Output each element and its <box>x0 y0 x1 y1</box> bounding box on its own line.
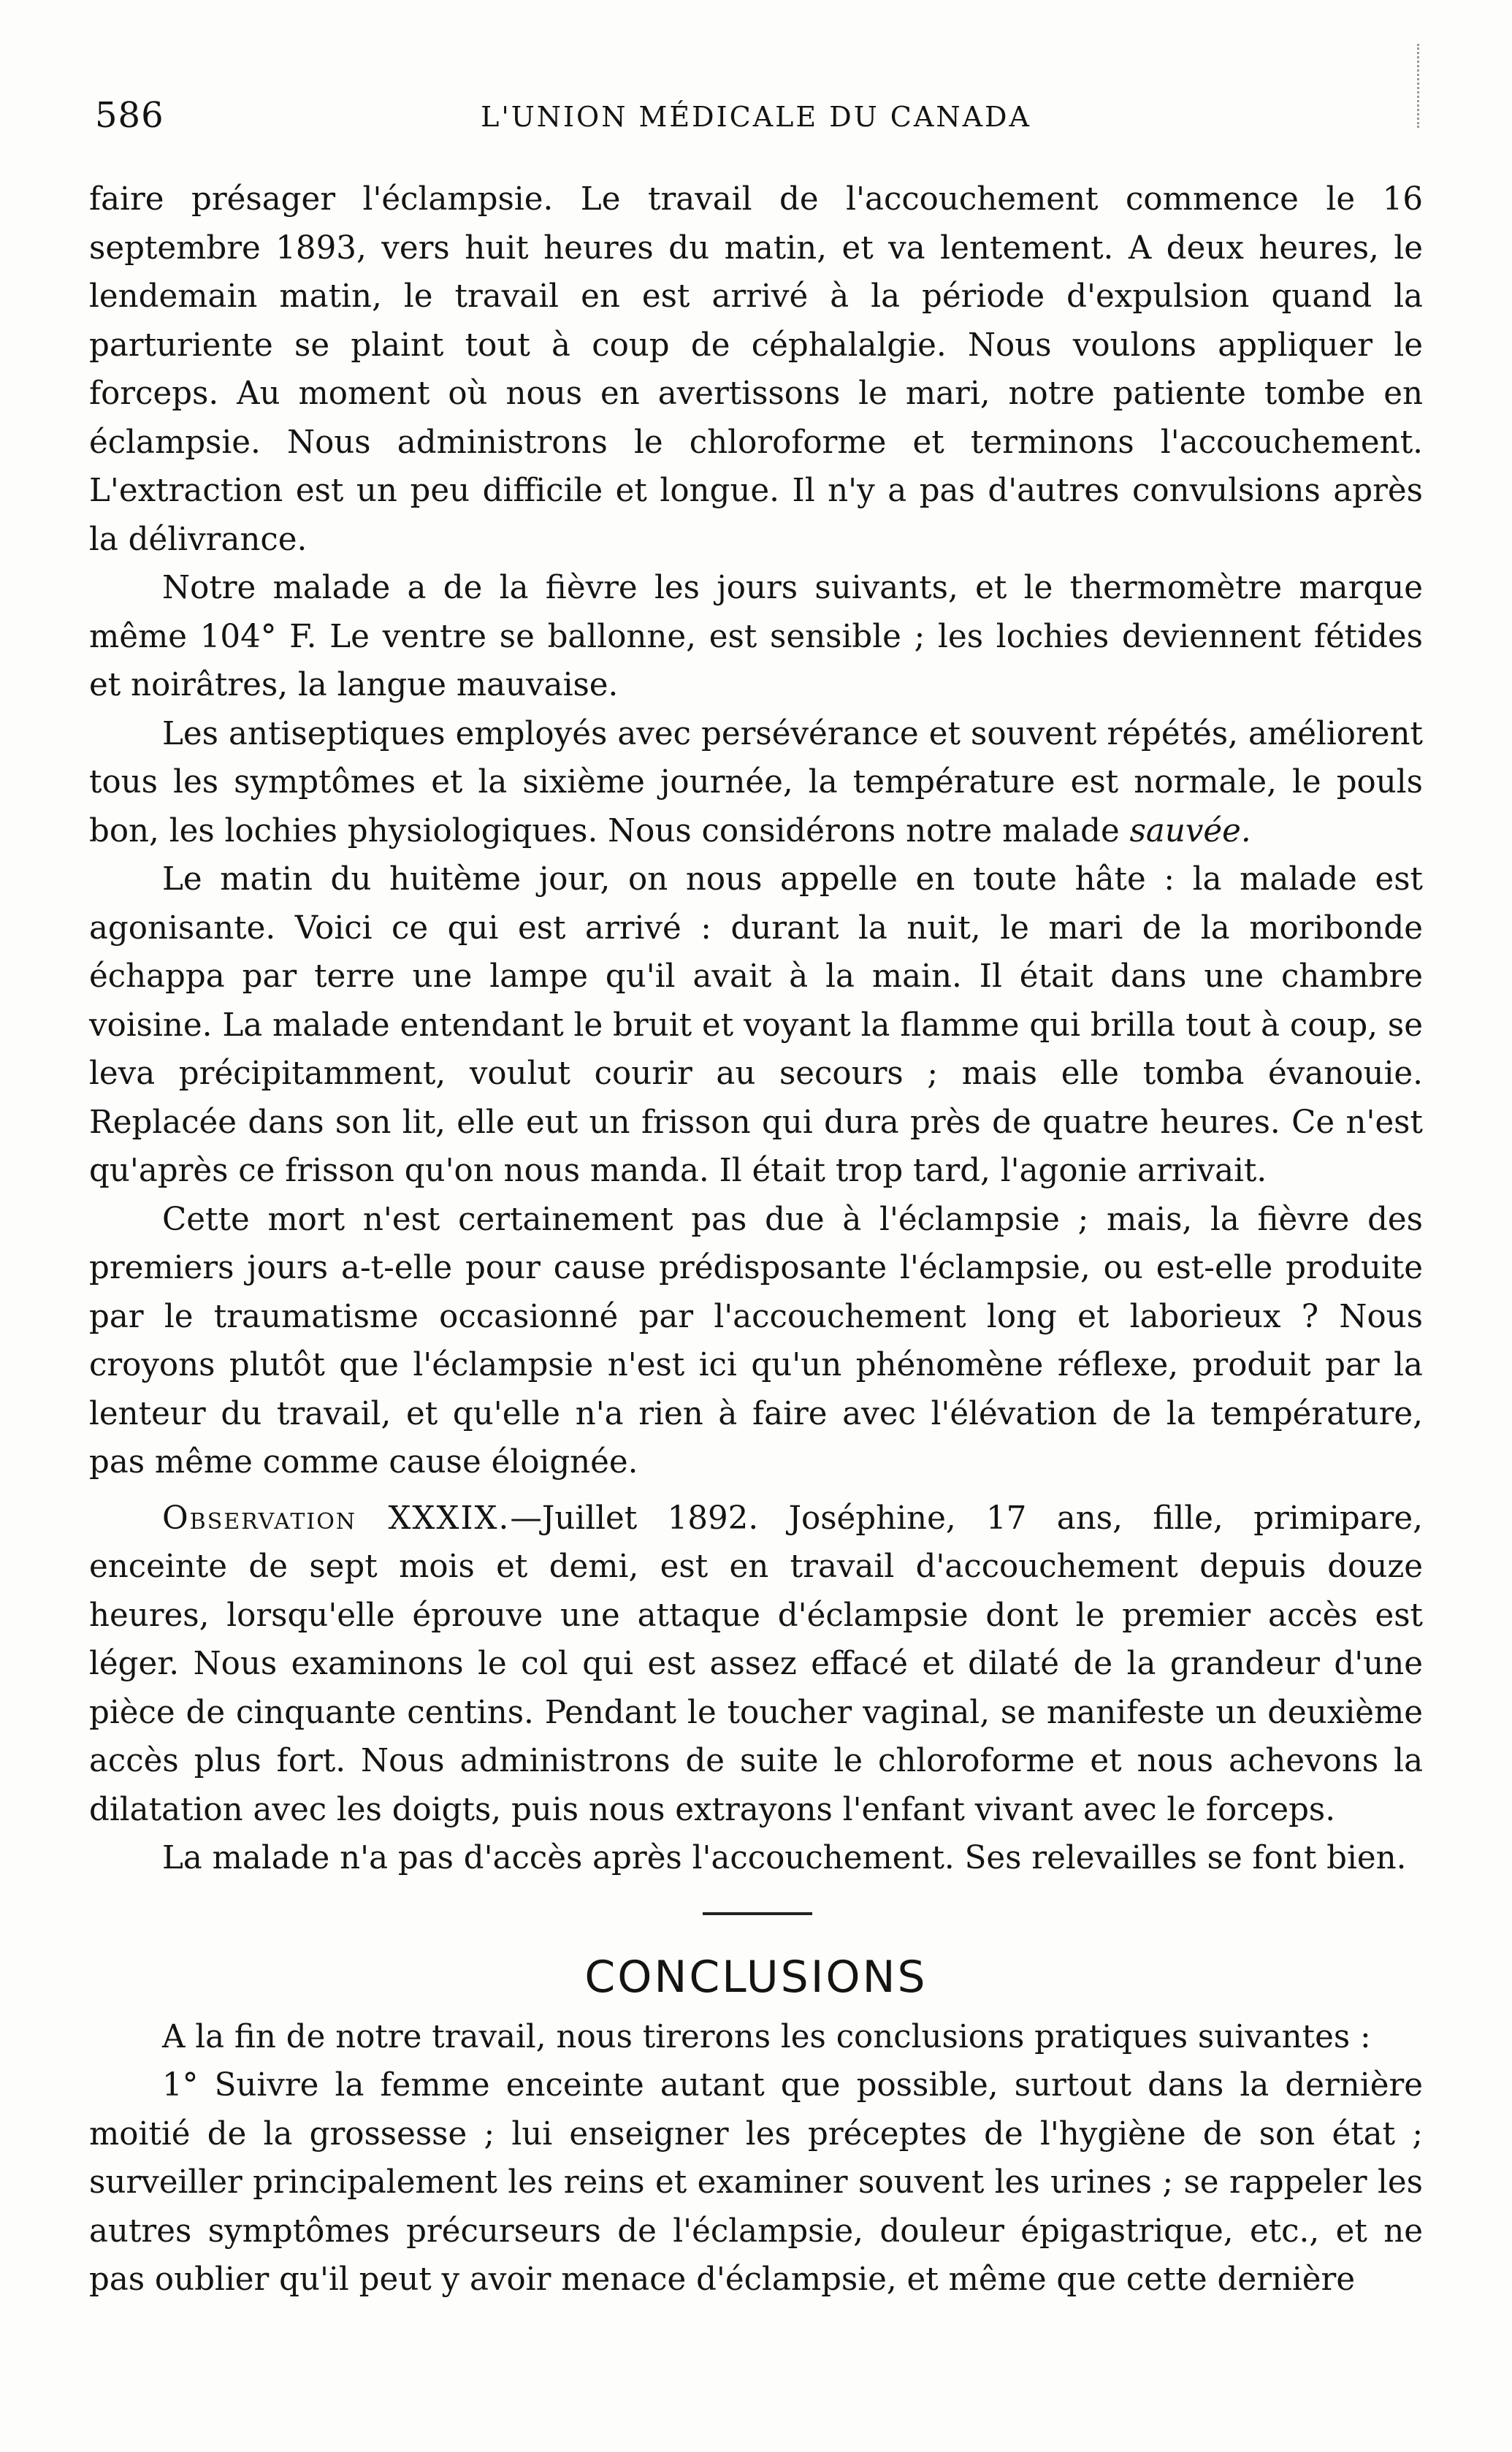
paragraph-antiseptics <box>89 710 1423 856</box>
divider-rule <box>703 1912 812 1915</box>
paragraph-relevailles: La malade n'a pas d'accès après l'accouchement. Ses relevailles se font bien. <box>162 1840 1407 1876</box>
body-text <box>89 175 1423 2304</box>
paragraph-observation-39 <box>89 1494 1423 1835</box>
paragraph-continued: faire présager l'éclampsie. Le travail de l'accouchement commence le 16 septembre 1893, vers huit heures du matin, et va lentement. A deux heures, le lendemain matin, le travail en est arrivé à la période d'expulsion quand la parturiente se plaint tout à coup de céphalalgie. Nous voulons appliquer le forceps. Au moment où nous en avertissons le mari, notre patiente tombe en éclampsie. Nous administrons le chloroforme et terminons l'accouchement. L'extraction est un peu difficile et longue. Il n'y a pas d'autres convulsions après la délivrance. <box>89 181 1423 558</box>
paragraph-death-cause: Cette mort n'est certainement pas due à l'éclampsie ; mais, la fièvre des premiers jours a-t-elle pour cause prédisposante l'éclampsie, ou est-elle produite par le traumatisme occasionné par l'accouchement long et laborieux ? Nous croyons plutôt que l'éclampsie n'est ici qu'un phénomène réflexe, produit par la lenteur du travail, et qu'elle n'a rien à faire avec l'élévation de la température, pas même comme cause éloignée. <box>89 1201 1423 1481</box>
paragraph-fever: Notre malade a de la fièvre les jours suivants, et le thermomètre marque même 104° F. Le ventre se ballonne, est sensible ; les lochies deviennent fétides et noirâtres, la langue mauvaise. <box>89 570 1423 703</box>
observation-text: —Juillet 1892. Joséphine, 17 ans, fille, primipare, enceinte de sept mois et demi, est en travail d'accouchement depuis douze heures, lorsqu'elle éprouve une attaque d'éclampsie dont le premier accès est léger. Nous examinons le col qui est assez effacé et dilaté de la grandeur d'une pièce de cinquante centins. Pendant le toucher vaginal, se manifeste un deuxième accès plus fort. Nous administrons de suite le chloroforme et nous achevons la dilatation avec les doigts, puis nous extrayons l'enfant vivant avec le forceps. <box>89 1500 1423 1828</box>
margin-dotted-mark <box>1417 44 1441 128</box>
conclusions-heading: CONCLUSIONS <box>584 1951 928 2003</box>
page-header <box>95 95 1417 153</box>
running-title: L'UNION MÉDICALE DU CANADA <box>481 101 1031 133</box>
italic-word-sauvee: sauvée. <box>1129 812 1251 849</box>
observation-label: Observation XXXIX. <box>162 1500 511 1537</box>
paragraph-eighth-day: Le matin du huitème jour, on nous appelle en toute hâte : la malade est agonisante. Voici ce qui est arrivé : durant la nuit, le mari de la moribonde échappa par terre une lampe qu'il avait à la main. Il était dans une chambre voisine. La malade entendant le bruit et voyant la flamme qui brilla tout à coup, se leva précipitamment, voulut courir au secours ; mais elle tomba évanouie. Replacée dans son lit, elle eut un frisson qui dura près de quatre heures. Ce n'est qu'après ce frisson qu'on nous manda. Il était trop tard, l'agonie arrivait. <box>89 861 1423 1189</box>
conclusions-intro: A la fin de notre travail, nous tirerons les conclusions pratiques suivantes : <box>162 2018 1371 2055</box>
section-divider <box>89 1883 1423 1946</box>
conclusion-item-1: 1° Suivre la femme enceinte autant que possible, surtout dans la dernière moitié de la grossesse ; lui enseigner les préceptes de l'hygiène de son état ; surveiller principalement les reins et examiner souvent les urines ; se rappeler les autres symptômes précurseurs de l'éclampsie, douleur épigastrique, etc., et ne pas oublier qu'il peut y avoir menace d'éclampsie, et même que cette dernière <box>89 2067 1423 2298</box>
page-number: 586 <box>95 95 164 136</box>
paragraph-antiseptics-text: Les antiseptiques employés avec persévérance et souvent répétés, améliorent tous les symptômes et la sixième journée, la température est normale, le pouls bon, les lochies physiologiques. Nous considérons notre malade <box>89 715 1423 849</box>
